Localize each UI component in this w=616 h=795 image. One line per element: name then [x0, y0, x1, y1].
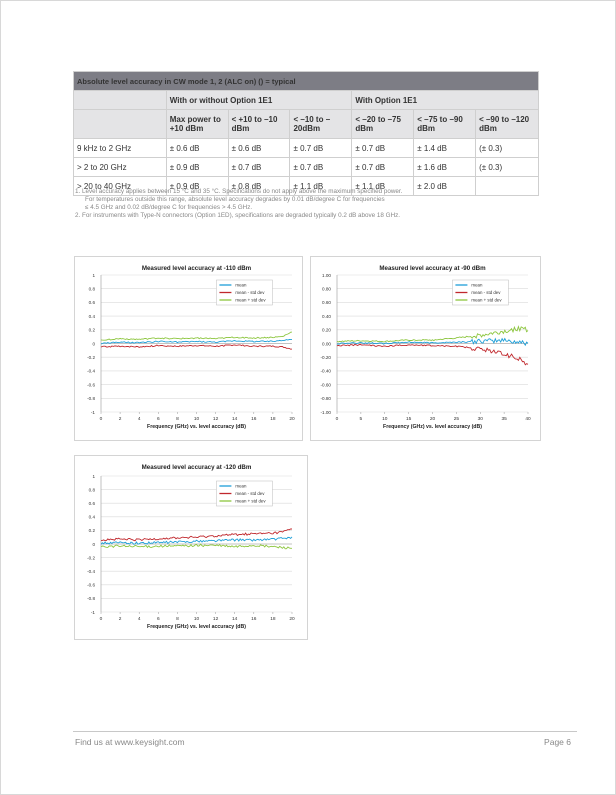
footnote-1-continued: For temperatures outside this range, absolute level accuracy degrades by 0.01 dB/degree C for frequencies — [85, 196, 385, 203]
chart-90dbm — [311, 257, 540, 440]
series-line — [101, 537, 292, 544]
row-header-empty — [74, 91, 167, 110]
row-label: > 20 to 40 GHz — [74, 177, 167, 196]
chart-title: Measured level accuracy at -90 dBm — [379, 265, 486, 272]
table-cell: ± 1.4 dB — [414, 139, 476, 158]
x-axis-label: Frequency (GHz) vs. level accuracy (dB) — [147, 424, 246, 430]
footer-divider — [73, 731, 577, 732]
group-header-a: With or without Option 1E1 — [166, 91, 352, 110]
column-header: < –75 to –90 dBm — [414, 110, 476, 139]
x-tick-label: 10 — [193, 617, 200, 622]
page-number: Page 6 — [544, 737, 571, 747]
y-tick-label: 0.2 — [88, 327, 95, 333]
x-tick-label: 2 — [118, 417, 122, 422]
x-tick-label: 8 — [176, 417, 179, 422]
column-header: < –20 to –75 dBm — [352, 110, 414, 139]
table-cell: ± 1.1 dB — [290, 177, 352, 196]
table-cell: ± 0.6 dB — [166, 139, 228, 158]
x-tick-label: 5 — [359, 417, 363, 422]
y-tick-label: 0.60 — [322, 300, 331, 306]
table-row — [74, 139, 539, 158]
chart-title: Measured level accuracy at -110 dBm — [141, 265, 252, 272]
y-tick-label: -0.2 — [87, 555, 95, 561]
y-tick-label: -1 — [90, 409, 95, 415]
y-tick-label: 0.6 — [88, 300, 95, 306]
legend-label: mean — [235, 282, 247, 288]
y-tick-label: 0.00 — [322, 341, 331, 347]
table-cell: (± 0.3) — [476, 139, 539, 158]
y-tick-label: -0.6 — [87, 582, 95, 588]
y-tick-label: -0.4 — [87, 569, 95, 574]
y-tick-label: 0 — [92, 541, 95, 547]
x-tick-label: 30 — [477, 417, 483, 422]
y-tick-label: -0.40 — [320, 368, 331, 374]
y-tick-label: 0.8 — [88, 286, 95, 292]
series-line — [101, 332, 292, 340]
table-cell: ± 0.9 dB — [166, 158, 228, 177]
y-tick-label: 0.80 — [322, 286, 331, 292]
x-tick-label: 4 — [137, 617, 141, 622]
x-tick-label: 2 — [118, 617, 122, 622]
x-tick-label: 20 — [429, 417, 436, 422]
y-tick-label: -0.60 — [320, 382, 331, 388]
x-tick-label: 14 — [232, 417, 238, 422]
x-tick-label: 8 — [176, 617, 179, 622]
series-line — [337, 344, 528, 364]
table-cell: ± 0.6 dB — [228, 139, 290, 158]
table-cell: (± 0.3) — [476, 158, 539, 177]
x-axis-label: Frequency (GHz) vs. level accuracy (dB) — [147, 624, 246, 630]
y-tick-label: -0.20 — [320, 355, 331, 360]
x-tick-label: 14 — [232, 617, 238, 622]
row-label: > 2 to 20 GHz — [74, 158, 167, 177]
y-tick-label: -0.4 — [87, 368, 95, 374]
x-tick-label: 10 — [193, 417, 200, 422]
row-header-empty — [74, 110, 167, 139]
legend-label: mean - std dev — [471, 290, 501, 296]
legend-label: mean — [471, 282, 483, 288]
x-tick-label: 0 — [99, 617, 103, 622]
chart-panel-110dbm — [74, 256, 303, 441]
x-axis-label: Frequency (GHz) vs. level accuracy (dB) — [383, 424, 482, 430]
x-tick-label: 15 — [405, 417, 412, 422]
y-tick-label: -0.2 — [87, 355, 95, 360]
chart-120dbm — [75, 456, 307, 639]
y-tick-label: -0.8 — [87, 596, 95, 602]
y-tick-label: 0 — [92, 341, 95, 347]
x-tick-label: 0 — [99, 417, 103, 422]
table-row — [74, 158, 539, 177]
x-tick-label: 6 — [156, 617, 160, 622]
y-tick-label: 0.4 — [88, 514, 95, 520]
x-tick-label: 18 — [270, 617, 276, 622]
table-cell: ± 0.9 dB — [166, 177, 228, 196]
footnote-1: 1. Level accuracy applies between 15 °C and 35 °C. Specifications do not apply above the maximum specified power. — [75, 188, 403, 195]
x-tick-label: 16 — [251, 417, 257, 422]
y-tick-label: -0.6 — [87, 382, 95, 388]
chart-110dbm — [75, 257, 302, 440]
y-tick-label: -0.8 — [87, 396, 95, 402]
y-tick-label: -1 — [90, 609, 95, 615]
x-tick-label: 12 — [212, 417, 219, 422]
y-tick-label: 0.4 — [88, 313, 95, 319]
table-cell: ± 0.7 dB — [290, 158, 352, 177]
y-tick-label: 1 — [92, 272, 95, 278]
table-cell: ± 0.7 dB — [290, 139, 352, 158]
y-tick-label: 1.00 — [322, 272, 331, 278]
chart-panel-120dbm — [74, 455, 308, 640]
table-cell: ± 0.7 dB — [352, 139, 414, 158]
group-header-b: With Option 1E1 — [352, 91, 539, 110]
x-tick-label: 20 — [289, 617, 295, 622]
footnote-1-continued: ≤ 4.5 GHz and 0.02 dB/degree C for frequencies > 4.5 GHz. — [85, 204, 253, 211]
table-title: Absolute level accuracy in CW mode 1, 2 (ALC on) () = typical — [74, 72, 539, 91]
column-header: < +10 to –10 dBm — [228, 110, 290, 139]
x-tick-label: 4 — [137, 417, 141, 422]
x-tick-label: 16 — [251, 617, 257, 622]
table-cell: ± 2.0 dB — [414, 177, 476, 196]
table-cell: ± 0.7 dB — [228, 158, 290, 177]
column-header: Max power to +10 dBm — [166, 110, 228, 139]
table-cell: ± 1.1 dB — [352, 177, 414, 196]
table-cell: ± 0.7 dB — [352, 158, 414, 177]
x-tick-label: 20 — [289, 417, 295, 422]
footer-website: Find us at www.keysight.com — [75, 737, 185, 747]
x-tick-label: 25 — [453, 417, 460, 422]
x-tick-label: 12 — [212, 617, 219, 622]
x-tick-label: 6 — [156, 417, 160, 422]
row-label: 9 kHz to 2 GHz — [74, 139, 167, 158]
table-cell: ± 0.8 dB — [228, 177, 290, 196]
column-header: < –90 to –120 dBm — [476, 110, 539, 139]
chart-title: Measured level accuracy at -120 dBm — [141, 464, 252, 471]
y-tick-label: 0.8 — [88, 487, 95, 493]
legend-label: mean - std dev — [235, 290, 265, 296]
legend-label: mean - std dev — [235, 491, 265, 497]
legend-label: mean — [235, 483, 247, 489]
x-tick-label: 35 — [501, 417, 507, 422]
y-tick-label: 0.2 — [88, 528, 95, 534]
series-line — [101, 345, 292, 349]
y-tick-label: -1.00 — [320, 409, 331, 415]
y-tick-label: 0.6 — [88, 501, 95, 506]
y-tick-label: 1 — [92, 473, 95, 479]
table-cell: ± 1.6 dB — [414, 158, 476, 177]
column-header: < –10 to – 20dBm — [290, 110, 352, 139]
chart-panel-90dbm — [310, 256, 541, 441]
y-tick-label: -0.80 — [320, 396, 331, 402]
x-tick-label: 18 — [270, 417, 276, 422]
series-line — [101, 544, 292, 549]
x-tick-label: 0 — [335, 417, 339, 422]
y-tick-label: 0.20 — [322, 327, 331, 333]
legend-label: mean + std dev — [235, 498, 266, 504]
footnote-2: 2. For instruments with Type-N connectors (Option 1ED), specifications are degraded typically 0.2 dB above 18 GHz. — [75, 212, 401, 219]
level-accuracy-table — [73, 71, 539, 196]
legend-label: mean + std dev — [235, 297, 266, 303]
x-tick-label: 10 — [382, 417, 388, 422]
y-tick-label: 0.40 — [322, 313, 331, 319]
legend-label: mean + std dev — [471, 297, 502, 303]
x-tick-label: 40 — [525, 417, 531, 422]
footnotes — [75, 188, 545, 220]
